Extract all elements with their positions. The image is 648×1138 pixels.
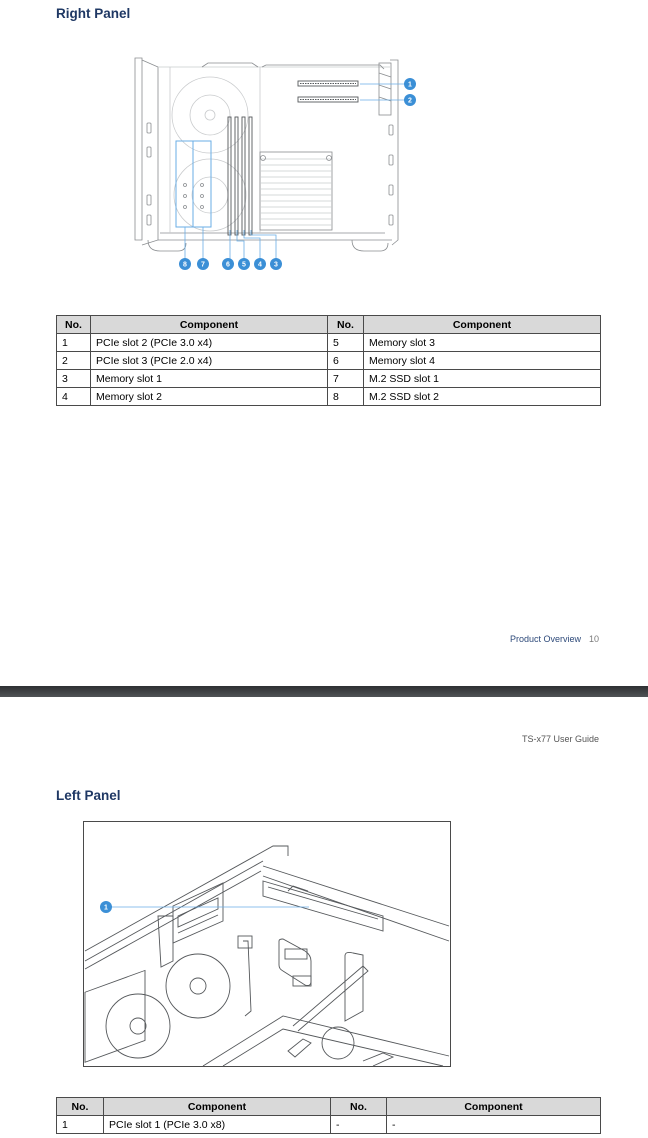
svg-text:2: 2 bbox=[408, 97, 412, 105]
callout-7 bbox=[197, 258, 209, 270]
callout-2 bbox=[404, 94, 416, 106]
svg-text:5: 5 bbox=[242, 261, 246, 269]
column-header-component: Component bbox=[91, 316, 328, 334]
callout-1 bbox=[100, 901, 112, 913]
cell-no: 1 bbox=[57, 334, 91, 352]
callout-5 bbox=[238, 258, 250, 270]
cell-no: 2 bbox=[57, 352, 91, 370]
page-number: 10 bbox=[588, 634, 599, 644]
svg-text:6: 6 bbox=[226, 261, 230, 269]
table-row bbox=[57, 370, 601, 388]
pcie-slots bbox=[298, 63, 391, 115]
column-header-no: No. bbox=[331, 1098, 387, 1116]
svg-text:3: 3 bbox=[274, 261, 278, 269]
m2-ssd-slots bbox=[176, 141, 211, 227]
right-panel-component-table bbox=[56, 315, 601, 406]
cell-no: 1 bbox=[57, 1116, 104, 1134]
svg-text:1: 1 bbox=[408, 81, 412, 89]
callout-leaders bbox=[185, 84, 405, 263]
memory-slots bbox=[228, 117, 252, 235]
column-header-no: No. bbox=[328, 316, 364, 334]
callout-6 bbox=[222, 258, 234, 270]
column-header-component: Component bbox=[104, 1098, 331, 1116]
svg-text:4: 4 bbox=[258, 261, 262, 269]
section-title-right-panel: Right Panel bbox=[56, 6, 131, 21]
table-header-row bbox=[57, 1098, 601, 1116]
cell-component: Memory slot 2 bbox=[91, 388, 328, 406]
cell-component: PCIe slot 1 (PCIe 3.0 x8) bbox=[104, 1116, 331, 1134]
callout-8 bbox=[179, 258, 191, 270]
cell-component: - bbox=[387, 1116, 601, 1134]
footer-section-name: Product Overview bbox=[509, 634, 581, 644]
cell-no: - bbox=[331, 1116, 387, 1134]
cell-component: PCIe slot 2 (PCIe 3.0 x4) bbox=[91, 334, 328, 352]
callout-4 bbox=[254, 258, 266, 270]
cpu-heatsink bbox=[260, 152, 332, 230]
svg-text:8: 8 bbox=[183, 261, 187, 269]
cell-component: PCIe slot 3 (PCIe 2.0 x4) bbox=[91, 352, 328, 370]
callout-1 bbox=[404, 78, 416, 90]
svg-text:7: 7 bbox=[201, 261, 205, 269]
cell-no: 4 bbox=[57, 388, 91, 406]
cell-component: M.2 SSD slot 2 bbox=[364, 388, 601, 406]
section-title-left-panel: Left Panel bbox=[56, 788, 121, 803]
column-header-component: Component bbox=[387, 1098, 601, 1116]
cell-component: Memory slot 4 bbox=[364, 352, 601, 370]
page-footer bbox=[510, 634, 599, 644]
cell-no: 3 bbox=[57, 370, 91, 388]
right-panel-diagram bbox=[130, 55, 420, 275]
table-row bbox=[57, 388, 601, 406]
column-header-no: No. bbox=[57, 1098, 104, 1116]
left-panel-diagram bbox=[83, 821, 451, 1067]
cell-component: Memory slot 1 bbox=[91, 370, 328, 388]
callout-3 bbox=[270, 258, 282, 270]
table-row bbox=[57, 334, 601, 352]
chassis-outline bbox=[135, 58, 398, 251]
page-header: TS-x77 User Guide bbox=[521, 734, 599, 744]
cell-no: 5 bbox=[328, 334, 364, 352]
page-separator bbox=[0, 686, 648, 697]
left-panel-component-table bbox=[56, 1097, 601, 1134]
cell-no: 8 bbox=[328, 388, 364, 406]
svg-text:1: 1 bbox=[104, 904, 108, 912]
cell-no: 7 bbox=[328, 370, 364, 388]
column-header-no: No. bbox=[57, 316, 91, 334]
table-header-row bbox=[57, 316, 601, 334]
table-row bbox=[57, 352, 601, 370]
column-header-component: Component bbox=[364, 316, 601, 334]
cell-no: 6 bbox=[328, 352, 364, 370]
table-row bbox=[57, 1116, 601, 1134]
cell-component: Memory slot 3 bbox=[364, 334, 601, 352]
cell-component: M.2 SSD slot 1 bbox=[364, 370, 601, 388]
